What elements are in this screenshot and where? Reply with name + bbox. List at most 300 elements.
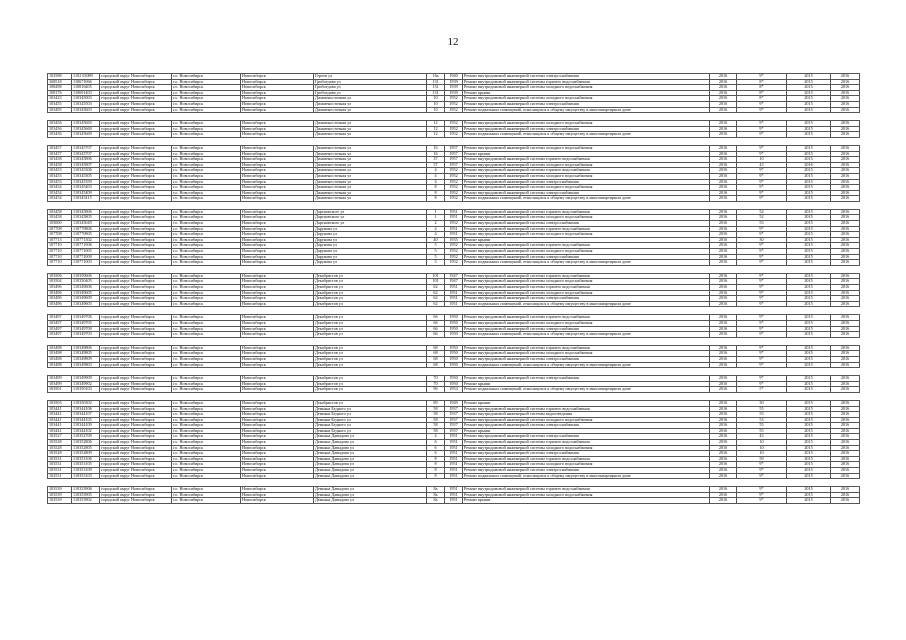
- cell-work-type: Ремонт внутридомовой инженерной системы горячего водоснабжения: [463, 440, 710, 446]
- cell-house-number: 58: [427, 417, 445, 423]
- cell-month: 9*: [737, 74, 787, 80]
- cell-house-id: 103527: [48, 434, 72, 440]
- cell-street: Декабристов ул: [314, 400, 427, 406]
- cell-plan-year: 2016: [710, 179, 737, 185]
- cell-work-type: Ремонт внутридомовой инженерной системы электроснабжения: [463, 356, 710, 362]
- cell-house-number: 10: [427, 107, 445, 113]
- cell-house-number: 10: [427, 101, 445, 107]
- cell-build-year: 1957: [445, 145, 463, 151]
- cell-work-type: Ремонт подвальных помещений, относящихся к общему имуществу в многоквартирном доме: [463, 107, 710, 113]
- cell-start-year: 2015: [787, 296, 831, 302]
- cell-work-type: Ремонт внутридомовой инженерной системы электроснабжения: [463, 179, 710, 185]
- cell-municipality: г.о. Новосибирск: [172, 185, 241, 191]
- cell-locality: Новосибирск: [241, 406, 314, 412]
- cell-house-id: 103498: [48, 356, 72, 362]
- cell-municipality: г.о. Новосибирск: [172, 209, 241, 215]
- cell-house-number: 8а: [427, 487, 445, 493]
- cell-build-year: 1952: [445, 121, 463, 127]
- cell-house-id: 103498: [48, 345, 72, 351]
- cell-work-id: 110349909: [72, 376, 100, 382]
- cell-end-year: 2016: [831, 462, 860, 468]
- cell-street: Декабристов ул: [314, 387, 427, 393]
- cell-plan-year: 2016: [710, 101, 737, 107]
- cell-end-year: 2016: [831, 101, 860, 107]
- cell-municipality: г.о. Новосибирск: [172, 249, 241, 255]
- cell-district: городской округ Новосибирск: [100, 260, 172, 266]
- cell-house-number: 66: [427, 315, 445, 321]
- cell-start-year: 2015: [787, 326, 831, 332]
- cell-street: Декабристов ул: [314, 332, 427, 338]
- cell-work-type: Ремонт подвальных помещений, относящихся к общему имуществу в многоквартирном доме: [463, 473, 710, 479]
- cell-work-type: Ремонт крыши: [463, 381, 710, 387]
- cell-work-id: 110349606: [72, 285, 100, 291]
- cell-work-type: Ремонт внутридомовой инженерной системы холодного водоснабжения: [463, 121, 710, 127]
- cell-street: Дарунова ул: [314, 260, 427, 266]
- cell-start-year: 2015: [787, 451, 831, 457]
- cell-end-year: 2016: [831, 332, 860, 338]
- cell-house-number: 4: [427, 434, 445, 440]
- cell-month: 9*: [737, 487, 787, 493]
- cell-plan-year: 2016: [710, 107, 737, 113]
- cell-plan-year: 2016: [710, 232, 737, 238]
- cell-work-id: 110345806: [72, 209, 100, 215]
- cell-build-year: 1952: [445, 107, 463, 113]
- cell-plan-year: 2016: [710, 487, 737, 493]
- cell-work-type: Ремонт внутридомовой инженерной системы холодного водоснабжения: [463, 215, 710, 221]
- cell-plan-year: 2016: [710, 400, 737, 406]
- cell-house-id: 108498: [48, 85, 72, 91]
- cell-district: городской округ Новосибирск: [100, 326, 172, 332]
- cell-street: Героев ул: [314, 74, 427, 80]
- cell-plan-year: 2016: [710, 96, 737, 102]
- cell-start-year: 2015: [787, 90, 831, 96]
- cell-build-year: 1952: [445, 254, 463, 260]
- cell-plan-year: 2016: [710, 320, 737, 326]
- cell-end-year: 2016: [831, 121, 860, 127]
- cell-plan-year: 2016: [710, 185, 737, 191]
- cell-work-type: Ремонт внутридомовой инженерной системы горячего водоснабжения: [463, 157, 710, 163]
- cell-municipality: г.о. Новосибирск: [172, 332, 241, 338]
- cell-start-year: 2015: [787, 381, 831, 387]
- cell-street: Демьяна Бедного ул: [314, 428, 427, 434]
- cell-municipality: г.о. Новосибирск: [172, 381, 241, 387]
- cell-plan-year: 2016: [710, 412, 737, 418]
- cell-work-type: Ремонт внутридомовой инженерной системы электроснабжения: [463, 126, 710, 132]
- cell-municipality: г.о. Новосибирск: [172, 462, 241, 468]
- cell-street: Декабристов ул: [314, 273, 427, 279]
- cell-build-year: 1952: [445, 132, 463, 138]
- cell-work-type: Ремонт внутридомовой инженерной системы холодного водоснабжения: [463, 445, 710, 451]
- cell-municipality: г.о. Новосибирск: [172, 243, 241, 249]
- cell-work-type: Ремонт внутридомовой инженерной системы горячего водоснабжения: [463, 456, 710, 462]
- cell-work-id: 110353106: [72, 456, 100, 462]
- cell-work-type: Ремонт внутридомовой инженерной системы холодного водоснабжения: [463, 417, 710, 423]
- cell-work-id: 110345669: [72, 126, 100, 132]
- cell-municipality: г.о. Новосибирск: [172, 351, 241, 357]
- cell-work-id: 110345359: [72, 179, 100, 185]
- cell-end-year: 2016: [831, 232, 860, 238]
- cell-start-year: 2015: [787, 462, 831, 468]
- cell-district: городской округ Новосибирск: [100, 356, 172, 362]
- cell-end-year: 2016: [831, 132, 860, 138]
- cell-build-year: 1939: [445, 90, 463, 96]
- cell-work-id: 110345806: [72, 157, 100, 163]
- cell-house-id: 103528: [48, 451, 72, 457]
- cell-house-number: 62: [427, 296, 445, 302]
- cell-locality: Новосибирск: [241, 345, 314, 351]
- cell-end-year: 2016: [831, 90, 860, 96]
- cell-build-year: 1952: [445, 190, 463, 196]
- cell-start-year: 2015: [787, 168, 831, 174]
- cell-start-year: 2015: [787, 445, 831, 451]
- cell-municipality: г.о. Новосибирск: [172, 387, 241, 393]
- cell-month: 9*: [737, 381, 787, 387]
- row-spacer: [48, 137, 860, 145]
- cell-house-number: 62: [427, 285, 445, 291]
- cell-work-id: 110349902: [72, 381, 100, 387]
- cell-work-id: 110349809: [72, 356, 100, 362]
- cell-start-year: 2015: [787, 96, 831, 102]
- cell-plan-year: 2016: [710, 254, 737, 260]
- cell-house-number: 16а: [427, 74, 445, 80]
- cell-month: 9*: [737, 320, 787, 326]
- cell-street: Дачаменосточная ул: [314, 162, 427, 168]
- cell-house-id: 103528: [48, 440, 72, 446]
- cell-end-year: 2016: [831, 249, 860, 255]
- cell-work-id: 110352805: [72, 445, 100, 451]
- cell-house-id: 103457: [48, 151, 72, 157]
- cell-build-year: 1951: [445, 456, 463, 462]
- spacer-cell: [48, 113, 860, 121]
- cell-work-id: 110770806: [72, 226, 100, 232]
- cell-house-id: 103495: [48, 107, 72, 113]
- cell-locality: Новосибирск: [241, 249, 314, 255]
- cell-work-id: 110352809: [72, 451, 100, 457]
- cell-house-number: 16: [427, 151, 445, 157]
- cell-end-year: 2016: [831, 168, 860, 174]
- cell-plan-year: 2016: [710, 445, 737, 451]
- cell-street: Демьяна Давыдова ул: [314, 487, 427, 493]
- cell-work-id: 110350606: [72, 273, 100, 279]
- cell-build-year: 1951: [445, 487, 463, 493]
- cell-month: 9*: [737, 332, 787, 338]
- cell-house-number: 89: [427, 400, 445, 406]
- cell-work-type: Ремонт внутридомовой инженерной системы электроснабжения: [463, 376, 710, 382]
- cell-locality: Новосибирск: [241, 126, 314, 132]
- cell-work-id: 110345707: [72, 151, 100, 157]
- cell-build-year: 1951: [445, 462, 463, 468]
- cell-work-type: Ремонт внутридомовой инженерной системы горячего водоснабжения: [463, 315, 710, 321]
- cell-district: городской округ Новосибирск: [100, 79, 172, 85]
- cell-street: Грибоедова ул: [314, 90, 427, 96]
- cell-locality: Новосибирск: [241, 190, 314, 196]
- cell-start-year: 2015: [787, 400, 831, 406]
- cell-street: Демьяна Давыдова ул: [314, 468, 427, 474]
- cell-street: Декабристов ул: [314, 345, 427, 351]
- cell-end-year: 2016: [831, 376, 860, 382]
- cell-house-number: 4: [427, 173, 445, 179]
- cell-municipality: г.о. Новосибирск: [172, 157, 241, 163]
- cell-month: 8*: [737, 90, 787, 96]
- cell-end-year: 2016: [831, 301, 860, 307]
- cell-municipality: г.о. Новосибирск: [172, 406, 241, 412]
- cell-locality: Новосибирск: [241, 376, 314, 382]
- cell-plan-year: 2016: [710, 498, 737, 504]
- cell-municipality: г.о. Новосибирск: [172, 90, 241, 96]
- cell-work-type: Ремонт внутридомовой инженерной системы горячего водоснабжения: [463, 168, 710, 174]
- cell-end-year: 2016: [831, 315, 860, 321]
- cell-locality: Новосибирск: [241, 101, 314, 107]
- cell-build-year: 1947: [445, 273, 463, 279]
- cell-build-year: 1952: [445, 168, 463, 174]
- cell-work-id: 110344102: [72, 428, 100, 434]
- cell-district: городской округ Новосибирск: [100, 456, 172, 462]
- cell-house-number: 66: [427, 332, 445, 338]
- cell-month: 8*: [737, 96, 787, 102]
- cell-street: Дартновского ул: [314, 221, 427, 227]
- cell-district: городской округ Новосибирск: [100, 400, 172, 406]
- cell-street: Дачаменосточная ул: [314, 96, 427, 102]
- cell-work-type: Ремонт внутридомовой инженерной системы горячего водоснабжения: [463, 406, 710, 412]
- cell-locality: Новосибирск: [241, 221, 314, 227]
- cell-municipality: г.о. Новосибирск: [172, 168, 241, 174]
- cell-start-year: 2015: [787, 428, 831, 434]
- cell-house-id: 103531: [48, 456, 72, 462]
- cell-district: городской округ Новосибирск: [100, 290, 172, 296]
- cell-work-type: Ремонт внутридомовой инженерной системы холодного водоснабжения: [463, 96, 710, 102]
- cell-municipality: г.о. Новосибирск: [172, 362, 241, 368]
- cell-locality: Новосибирск: [241, 273, 314, 279]
- cell-house-id: 103458: [48, 162, 72, 168]
- cell-house-id: 103456: [48, 132, 72, 138]
- cell-street: Дарунова ул: [314, 254, 427, 260]
- cell-work-type: Ремонт внутридомовой инженерной системы горячего водоснабжения: [463, 226, 710, 232]
- cell-build-year: 1951: [445, 440, 463, 446]
- cell-locality: Новосибирск: [241, 74, 314, 80]
- cell-end-year: 2016: [831, 173, 860, 179]
- cell-start-year: 2015: [787, 151, 831, 157]
- cell-end-year: 2016: [831, 254, 860, 260]
- cell-work-id: 110771003: [72, 260, 100, 266]
- cell-build-year: 1957: [445, 157, 463, 163]
- cell-municipality: г.о. Новосибирск: [172, 440, 241, 446]
- cell-locality: Новосибирск: [241, 320, 314, 326]
- cell-build-year: 1949: [445, 400, 463, 406]
- cell-build-year: 1951: [445, 445, 463, 451]
- cell-house-id: 103501: [48, 387, 72, 393]
- cell-locality: Новосибирск: [241, 428, 314, 434]
- cell-district: городской округ Новосибирск: [100, 462, 172, 468]
- cell-district: городской округ Новосибирск: [100, 273, 172, 279]
- cell-work-id: 110345805: [72, 215, 100, 221]
- cell-municipality: г.о. Новосибирск: [172, 320, 241, 326]
- cell-month: 9*: [737, 296, 787, 302]
- row-spacer: [48, 265, 860, 273]
- cell-municipality: г.о. Новосибирск: [172, 279, 241, 285]
- cell-plan-year: 2016: [710, 190, 737, 196]
- cell-plan-year: 2016: [710, 440, 737, 446]
- cell-locality: Новосибирск: [241, 381, 314, 387]
- cell-plan-year: 2016: [710, 121, 737, 127]
- cell-street: Дачаменосточная ул: [314, 151, 427, 157]
- cell-house-number: 68: [427, 356, 445, 362]
- cell-municipality: г.о. Новосибирск: [172, 107, 241, 113]
- cell-municipality: г.о. Новосибирск: [172, 196, 241, 202]
- cell-house-number: 68: [427, 351, 445, 357]
- cell-street: Демьяна Давыдова ул: [314, 434, 427, 440]
- cell-plan-year: 2016: [710, 249, 737, 255]
- cell-house-number: 16: [427, 145, 445, 151]
- cell-work-id: 110350405: [72, 279, 100, 285]
- row-spacer: [48, 201, 860, 209]
- cell-plan-year: 2016: [710, 376, 737, 382]
- cell-work-id: 110353906: [72, 487, 100, 493]
- cell-street: Грибоедова ул: [314, 79, 427, 85]
- cell-locality: Новосибирск: [241, 417, 314, 423]
- cell-work-type: Ремонт внутридомовой инженерной системы электроснабжения: [463, 190, 710, 196]
- cell-district: городской округ Новосибирск: [100, 121, 172, 127]
- cell-locality: Новосибирск: [241, 157, 314, 163]
- cell-work-id: 110349605: [72, 290, 100, 296]
- cell-district: городской округ Новосибирск: [100, 345, 172, 351]
- cell-end-year: 2016: [831, 326, 860, 332]
- cell-month: 9*: [737, 196, 787, 202]
- cell-plan-year: 2016: [710, 451, 737, 457]
- cell-street: Декабристов ул: [314, 381, 427, 387]
- cell-plan-year: 2016: [710, 492, 737, 498]
- cell-house-number: 1: [427, 209, 445, 215]
- cell-municipality: г.о. Новосибирск: [172, 260, 241, 266]
- cell-work-type: Ремонт подвальных помещений, относящихся к общему имуществу в многоквартирном доме: [463, 196, 710, 202]
- row-spacer: [48, 479, 860, 487]
- cell-month: 9*: [737, 462, 787, 468]
- cell-work-id: 110352806: [72, 440, 100, 446]
- cell-end-year: 2016: [831, 237, 860, 243]
- cell-work-id: 110345306: [72, 168, 100, 174]
- cell-plan-year: 2016: [710, 387, 737, 393]
- cell-street: Дарунова ул: [314, 226, 427, 232]
- cell-end-year: 2016: [831, 74, 860, 80]
- cell-start-year: 2015: [787, 492, 831, 498]
- cell-plan-year: 2016: [710, 417, 737, 423]
- cell-house-id: 103496: [48, 296, 72, 302]
- cell-start-year: 2015: [787, 209, 831, 215]
- table-body: [48, 74, 860, 504]
- cell-month: 52: [737, 209, 787, 215]
- cell-month: 9*: [737, 279, 787, 285]
- cell-house-number: 4: [427, 168, 445, 174]
- cell-work-type: Ремонт внутридомовой инженерной системы холодного водоснабжения: [463, 185, 710, 191]
- cell-district: городской округ Новосибирск: [100, 315, 172, 321]
- cell-build-year: 1950: [445, 326, 463, 332]
- cell-street: Демьяна Бедного ул: [314, 423, 427, 429]
- row-spacer: [48, 307, 860, 315]
- cell-street: Демьяна Бедного ул: [314, 412, 427, 418]
- cell-locality: Новосибирск: [241, 209, 314, 215]
- cell-house-id: 107710: [48, 260, 72, 266]
- cell-start-year: 2015: [787, 232, 831, 238]
- cell-house-id: 107713: [48, 237, 72, 243]
- cell-municipality: г.о. Новосибирск: [172, 423, 241, 429]
- cell-district: городской округ Новосибирск: [100, 237, 172, 243]
- cell-municipality: г.о. Новосибирск: [172, 400, 241, 406]
- cell-plan-year: 2016: [710, 126, 737, 132]
- cell-build-year: 1947: [445, 279, 463, 285]
- cell-district: городской округ Новосибирск: [100, 423, 172, 429]
- cell-house-id: 103454: [48, 190, 72, 196]
- cell-locality: Новосибирск: [241, 492, 314, 498]
- cell-municipality: г.о. Новосибирск: [172, 345, 241, 351]
- cell-locality: Новосибирск: [241, 90, 314, 96]
- cell-start-year: 2015: [787, 434, 831, 440]
- cell-house-id: 103497: [48, 326, 72, 332]
- cell-build-year: 1939: [445, 85, 463, 91]
- cell-end-year: 2016: [831, 196, 860, 202]
- cell-start-year: 2015: [787, 473, 831, 479]
- cell-end-year: 2016: [831, 417, 860, 423]
- cell-street: Дачаменосточная ул: [314, 196, 427, 202]
- cell-plan-year: 2016: [710, 74, 737, 80]
- cell-end-year: 2016: [831, 434, 860, 440]
- cell-work-id: 110344109: [72, 423, 100, 429]
- cell-street: Декабристов ул: [314, 326, 427, 332]
- cell-locality: Новосибирск: [241, 121, 314, 127]
- row-spacer: [48, 392, 860, 400]
- cell-start-year: 2015: [787, 79, 831, 85]
- cell-start-year: 2015: [787, 196, 831, 202]
- cell-plan-year: 2016: [710, 285, 737, 291]
- cell-build-year: 1950: [445, 315, 463, 321]
- cell-end-year: 2016: [831, 445, 860, 451]
- table-row: [48, 498, 860, 504]
- cell-locality: Новосибирск: [241, 173, 314, 179]
- cell-start-year: 2015: [787, 157, 831, 163]
- cell-locality: Новосибирск: [241, 226, 314, 232]
- cell-street: Дачаменосточная ул: [314, 132, 427, 138]
- row-spacer: [48, 368, 860, 376]
- cell-month: 9*: [737, 151, 787, 157]
- cell-municipality: г.о. Новосибирск: [172, 417, 241, 423]
- cell-house-id: 103506: [48, 273, 72, 279]
- cell-municipality: г.о. Новосибирск: [172, 285, 241, 291]
- cell-month: 9*: [737, 132, 787, 138]
- cell-house-id: 103496: [48, 301, 72, 307]
- cell-month: 9*: [737, 492, 787, 498]
- cell-month: 9*: [737, 145, 787, 151]
- cell-locality: Новосибирск: [241, 296, 314, 302]
- cell-work-id: 110344106: [72, 406, 100, 412]
- cell-build-year: 1950: [445, 376, 463, 382]
- cell-build-year: 1951: [445, 468, 463, 474]
- cell-plan-year: 2016: [710, 356, 737, 362]
- cell-locality: Новосибирск: [241, 96, 314, 102]
- cell-start-year: 2015: [787, 279, 831, 285]
- cell-house-id: 103441: [48, 417, 72, 423]
- cell-house-number: 6: [427, 451, 445, 457]
- cell-work-type: Ремонт крыши: [463, 498, 710, 504]
- row-spacer: [48, 113, 860, 121]
- cell-district: городской округ Новосибирск: [100, 196, 172, 202]
- cell-municipality: г.о. Новосибирск: [172, 254, 241, 260]
- cell-work-type: Ремонт внутридомовой инженерной системы холодного водоснабжения: [463, 249, 710, 255]
- cell-house-number: 62: [427, 301, 445, 307]
- spacer-cell: [48, 265, 860, 273]
- cell-end-year: 2016: [831, 107, 860, 113]
- cell-end-year: 2016: [831, 381, 860, 387]
- cell-month: 30: [737, 400, 787, 406]
- cell-month: 10: [737, 440, 787, 446]
- cell-work-type: Ремонт крыши: [463, 428, 710, 434]
